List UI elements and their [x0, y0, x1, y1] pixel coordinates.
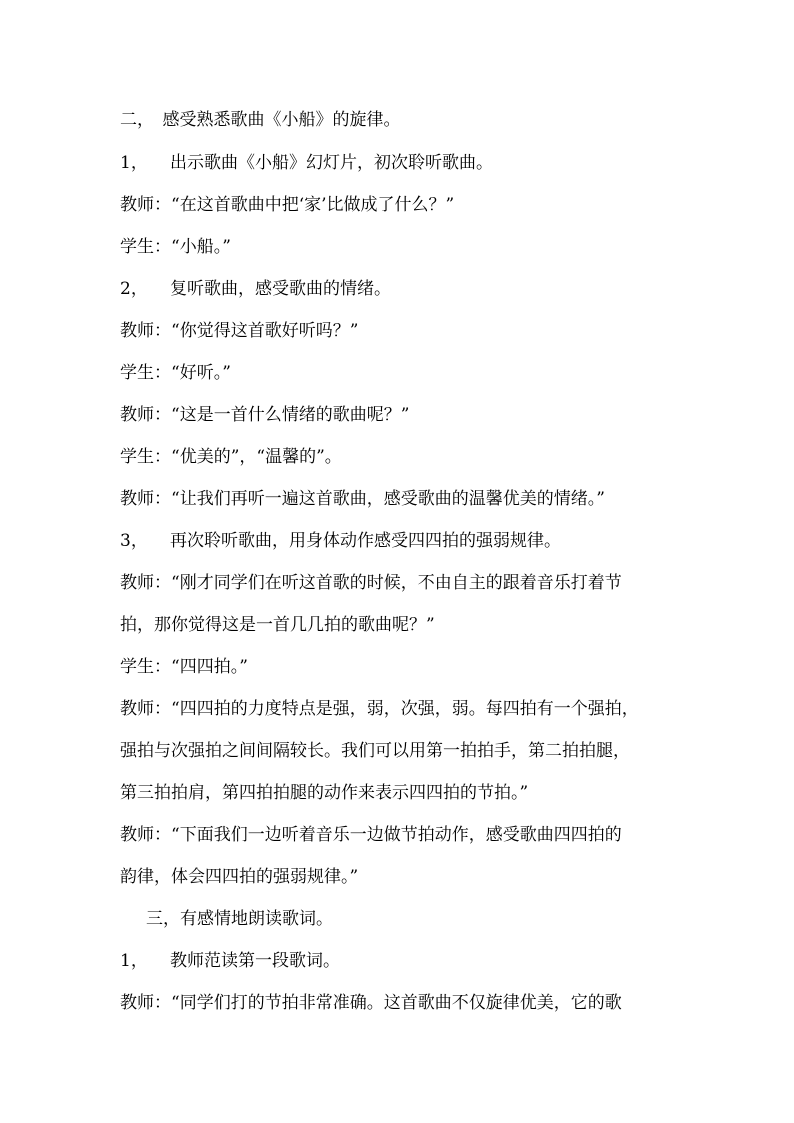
- paragraph-line: 第三拍拍肩，第四拍拍腿的动作来表示四四拍的节拍。”: [120, 783, 529, 803]
- paragraph-line: 学生：“四四拍。”: [120, 657, 248, 677]
- paragraph-line: 拍，那你觉得这是一首几几拍的歌曲呢？”: [120, 615, 435, 635]
- list-item-text: 复听歌曲，感受歌曲的情绪。: [170, 279, 391, 299]
- list-item: [120, 277, 700, 301]
- list-item: [120, 151, 700, 175]
- list-number: 3，: [120, 531, 148, 551]
- list-number: 1，: [120, 951, 148, 971]
- list-number: 1，: [120, 153, 148, 173]
- section-heading-2: 二， 感受熟悉歌曲《小船》的旋律。: [120, 110, 401, 130]
- list-item-text: 出示歌曲《小船》幻灯片，初次聆听歌曲。: [170, 153, 493, 173]
- paragraph-line: 学生：“好听。”: [120, 363, 231, 383]
- paragraph-line: 教师：“同学们打的节拍非常准确。这首歌曲不仅旋律优美，它的歌: [120, 993, 622, 1013]
- paragraph-line: 教师：“这是一首什么情绪的歌曲呢？”: [120, 405, 410, 425]
- paragraph-line: 学生：“优美的”，“温馨的”。: [120, 447, 342, 467]
- paragraph-line: 韵律，体会四四拍的强弱规律。”: [120, 867, 359, 887]
- paragraph-line: 学生：“小船。”: [120, 237, 231, 257]
- paragraph-line: 教师：“在这首歌曲中把‘家’比做成了什么？”: [120, 195, 455, 215]
- list-item-text: 教师范读第一段歌词。: [170, 951, 340, 971]
- paragraph-line: 教师：“四四拍的力度特点是强，弱，次强，弱。每四拍有一个强拍，: [120, 699, 639, 719]
- list-number: 2，: [120, 279, 148, 299]
- paragraph-line: 教师：“你觉得这首歌好听吗？”: [120, 321, 359, 341]
- paragraph-line: 教师：“让我们再听一遍这首歌曲，感受歌曲的温馨优美的情绪。”: [120, 489, 605, 509]
- section-heading-3: 三，有感情地朗读歌词。: [146, 909, 333, 929]
- paragraph-line: 教师：“下面我们一边听着音乐一边做节拍动作，感受歌曲四四拍的: [120, 825, 622, 845]
- paragraph-line: 强拍与次强拍之间间隔较长。我们可以用第一拍拍手，第二拍拍腿，: [120, 741, 630, 761]
- paragraph-line: 教师：“刚才同学们在听这首歌的时候，不由自主的跟着音乐打着节: [120, 573, 622, 593]
- list-item-text: 再次聆听歌曲，用身体动作感受四四拍的强弱规律。: [170, 531, 561, 551]
- list-item: [120, 529, 700, 553]
- list-item: [120, 949, 700, 973]
